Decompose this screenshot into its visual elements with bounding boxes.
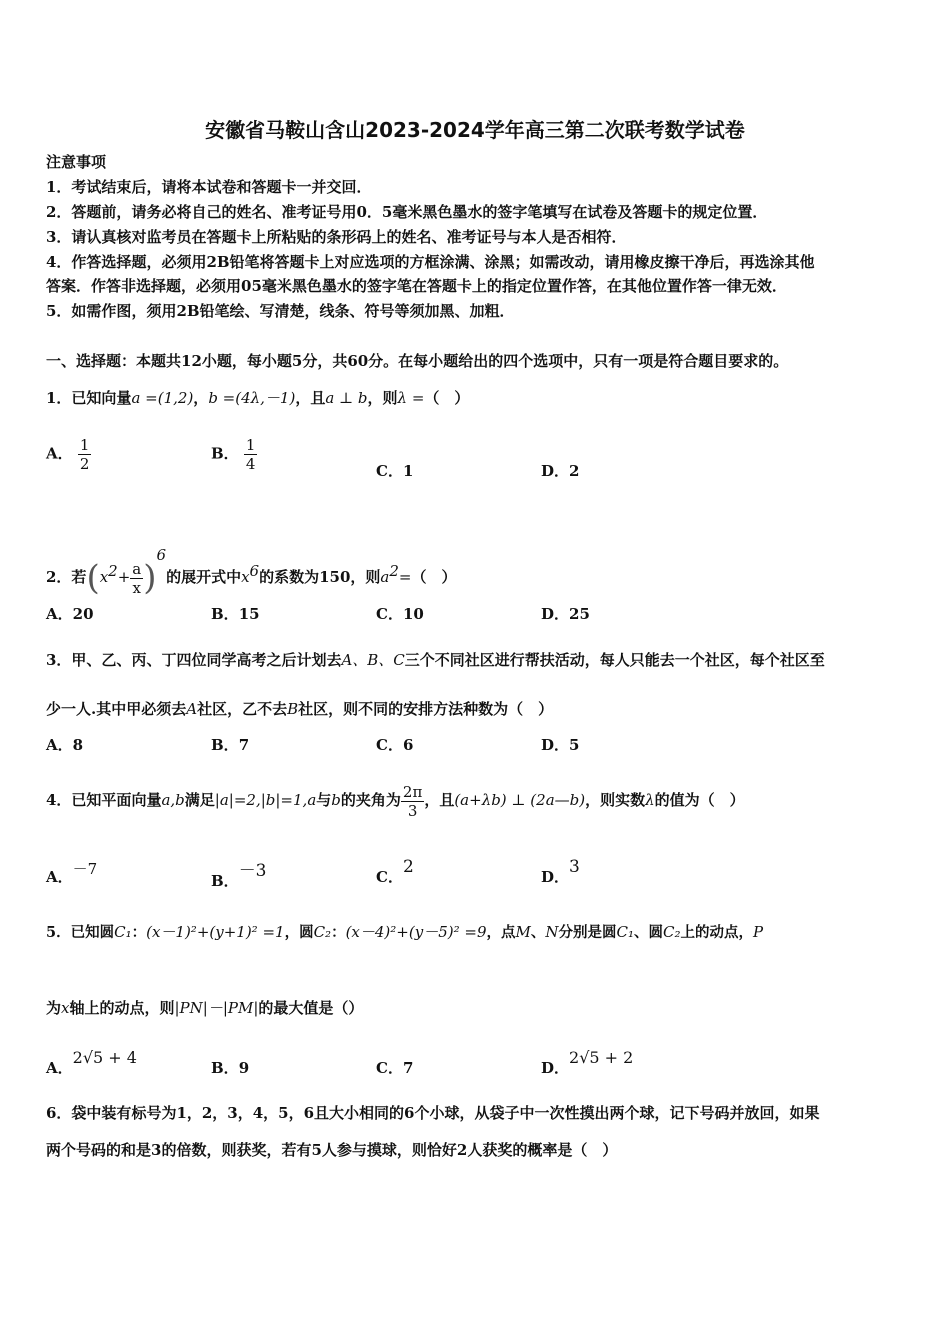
q1-lambda: λ = [397,389,425,407]
option-label: D． [541,868,570,886]
option-label: A． [46,1059,73,1077]
section-heading: 一、选择题：本题共12小题，每小题5分，共60分。在每小题给出的四个选项中，只有一项是符合题目要求的。 [46,352,789,370]
notice-item: 4．作答选择题，必须用2B铅笔将答题卡上对应选项的方框涂满、涂黑；如需改动，请用橡皮擦干净后，再选涂其他 [46,253,815,271]
q5-text: ： [131,924,147,941]
right-paren-glyph: ) [143,558,157,598]
q5-text: 、圆 [633,924,663,941]
q5-text: 分别是圆 [558,924,617,941]
option-value: 8 [72,736,84,754]
numerator: 1 [79,436,90,454]
q1-option-c [376,460,413,481]
notice-item: 2．答题前，请务必将自己的姓名、准考证号用0．5毫米黑色墨水的签字笔填写在试卷及答题卡的规定位置． [46,203,768,221]
q3-text: 3．甲、乙、丙、丁四位同学高考之后计划去 [46,651,342,669]
q5-option-a [46,1047,137,1077]
q4-text: ，则实数 [585,791,646,809]
q2-x-exp: 6 [249,562,260,580]
option-value: 10 [402,605,424,623]
q4-vector-b: b [331,791,341,809]
option-label: C． [376,868,403,886]
option-label: C． [376,1059,403,1077]
option-label: D． [541,462,570,480]
fraction [244,436,258,473]
question-5-line-2 [46,996,363,1020]
question-1 [46,388,469,408]
q2-paren: （ ） [411,568,457,586]
q1-option-d [541,460,579,481]
option-label: B． [211,605,239,623]
q1-paren: （ ） [424,389,470,407]
q3-text: 社区，则不同的安排方法种数为（ ） [298,700,554,718]
q4-condition: |a|=2,|b|=1,a [214,791,317,809]
option-value: 9 [238,1059,250,1077]
q4-text: ，且 [424,791,455,809]
denominator: 4 [245,455,256,473]
option-value: 25 [569,605,590,623]
option-value: －3 [238,861,267,881]
q4-option-d [541,856,580,886]
option-value: 2 [402,857,414,877]
q5-text: 上的动点， [680,924,753,941]
q4-perp-expression: (a+λb) ⊥ (2a—b) [454,791,586,809]
question-6-line-1: 6．袋中装有标号为1，2，3，4，5，6且大小相同的6个小球，从袋子中一次性摸出两个球，记下号码并放回，如果 [46,1104,820,1122]
option-label: B． [211,444,239,463]
q1-perp: a ⊥ b [325,389,368,407]
q5-text: 轴上的动点，则 [69,999,175,1017]
q5-text: ，点 [486,924,516,941]
q3-symbol-b: B [287,700,299,718]
question-5-line-1 [46,918,763,947]
q5-option-b [211,1057,249,1078]
option-value: 7 [238,736,250,754]
notice-heading: 注意事项 [46,153,107,171]
option-label: A． [46,605,73,623]
denominator: x [132,578,141,597]
option-label: D． [541,736,570,754]
q4-option-b [211,856,267,890]
q2-option-d [541,603,590,624]
q4-text: 满足 [184,791,215,809]
q1-option-a [46,436,91,473]
q2-outer-exp: 6 [156,546,167,564]
option-value: 6 [402,736,414,754]
q2-option-c [376,603,424,624]
q5-text: ，圆 [284,924,314,941]
q4-option-a [46,858,98,886]
q3-text: 三个不同社区进行帮扶活动，每人只能去一个社区，每个社区至 [404,651,825,669]
question-4 [46,781,745,820]
q5-circle-c1: C₁ [616,923,634,941]
option-label: A． [46,444,73,463]
q5-text: 为 [46,999,62,1017]
q1-comma: ， [193,389,209,407]
q5-point-n: N [545,923,559,941]
option-label: B． [211,1059,239,1077]
left-paren-glyph: ( [86,558,100,598]
q5-circle-c2: C₂ [313,923,332,941]
q1-option-b [211,436,257,473]
q5-text: ： [331,924,346,941]
q4-text: 的值为（ ） [654,791,745,809]
q5-option-c [376,1057,413,1078]
q3-option-d [541,734,579,755]
option-value: 2√5 + 4 [72,1048,137,1067]
fraction [78,436,92,473]
q2-option-b [211,603,260,624]
q5-option-d [541,1047,634,1077]
option-label: C． [376,462,403,480]
q2-a: a [380,568,390,586]
q4-option-c [376,856,414,886]
option-label: C． [376,736,403,754]
q4-lambda: λ [645,791,655,809]
question-3-line-2 [46,699,553,719]
q5-x: x [61,999,70,1017]
option-label: A． [46,868,73,886]
q2-plus: + [117,568,131,586]
q2-mid2: 的系数为150，则 [259,568,381,586]
q3-symbols: A、B、C [341,651,405,669]
q5-point-m: M [515,923,531,941]
q2-mid: 的展开式中 [166,568,242,586]
option-value: 2 [569,462,580,480]
q4-angle-fraction [401,783,424,820]
q3-text: 社区，乙不去 [197,700,288,718]
q3-option-c [376,734,413,755]
q5-text: 的最大值是（） [258,999,364,1017]
option-value: 15 [238,605,260,623]
q2-base-exp: 2 [108,562,118,580]
option-label: C． [376,605,403,623]
question-6-line-2: 两个号码的和是3的倍数，则获奖，若有5人参与摸球，则恰好2人获奖的概率是（ ） [46,1141,618,1159]
option-label: B． [211,872,239,890]
numerator: a [132,559,142,578]
option-label: B． [211,736,239,754]
q5-circle-c1: C₁ [114,923,132,941]
denominator: 2 [79,455,90,473]
q5-text: 5．已知圆 [46,924,115,941]
q4-vectors: a,b [161,791,185,809]
q5-equation-1: (x－1)²+(y+1)² =1 [146,923,285,941]
option-value: 20 [72,605,94,623]
q4-text: 4．已知平面向量 [46,791,162,809]
question-2 [46,540,457,597]
q3-option-b [211,734,249,755]
q1-vector-b: b =(4λ,－1) [208,389,296,407]
numerator: 2π [402,782,423,801]
option-value: 2√5 + 2 [569,1048,634,1067]
q5-text: 、 [530,924,546,941]
q4-text: 与 [316,791,332,809]
option-value: 3 [569,857,580,877]
q5-abs-expression: |PN|－|PM| [174,999,259,1017]
option-value: －7 [72,860,98,878]
page-title: 安徽省马鞍山含山2023-2024学年高三第二次联考数学试卷 [205,118,745,142]
option-label: D． [541,1059,570,1077]
q2-x: x [241,568,250,586]
q1-vector-a: a =(1,2) [131,389,194,407]
q3-text: 少一人.其中甲必须去 [46,700,187,718]
q3-option-a [46,734,83,755]
q3-symbol-a: A [186,700,198,718]
option-value: 1 [402,462,414,480]
notice-item: 5．如需作图，须用2B铅笔绘、写清楚，线条、符号等须加黑、加粗． [46,302,515,320]
q2-option-a [46,603,94,624]
option-label: A． [46,736,73,754]
numerator: 1 [245,436,256,454]
q2-base: x [99,568,109,586]
q2-fraction [130,560,143,597]
q1-end: ，则 [367,389,398,407]
notice-item: 1．考试结束后，请将本试卷和答题卡一并交回． [46,178,372,196]
q2-prefix: 2．若 [46,568,87,586]
denominator: 3 [407,801,418,820]
notice-item: 3．请认真核对监考员在答题卡上所粘贴的条形码上的姓名、准考证号与本人是否相符． [46,228,627,246]
q5-point-p: P [752,923,764,941]
option-value: 7 [402,1059,414,1077]
q5-equation-2: (x－4)²+(y－5)² =9 [345,923,487,941]
question-3-line-1 [46,650,825,670]
option-label: D． [541,605,570,623]
q1-prefix: 1．已知向量 [46,389,132,407]
q1-mid: ，且 [295,389,326,407]
notice-item: 答案．作答非选择题，必须用05毫米黑色墨水的签字笔在答题卡上的指定位置作答，在其他位置作答一律无效． [46,277,787,295]
q5-circle-c2: C₂ [662,923,681,941]
q4-text: 的夹角为 [340,791,401,809]
q2-eq: = [398,568,412,586]
option-value: 5 [569,736,580,754]
q2-a-exp: 2 [389,562,399,580]
